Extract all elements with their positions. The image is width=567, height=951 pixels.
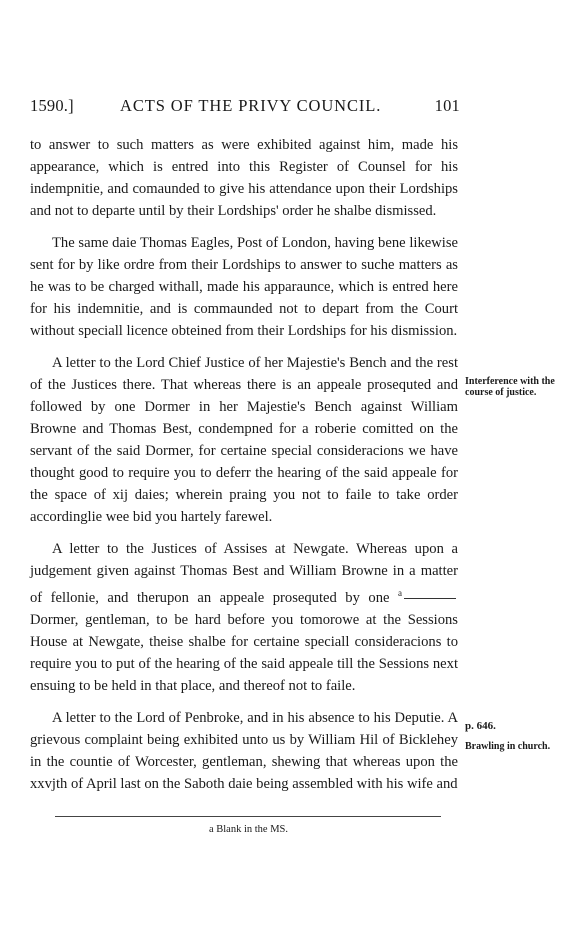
- header-year: 1590.]: [30, 96, 74, 115]
- paragraph-thomas-eagles: The same daie Thomas Eagles, Post of London, having bene likewise sent for by like ordre from their Lordships to answer to suche matters as he was to be charged withall, made his apparaunce, which is entred here for his indemnitie, and is commaunded not to depart from the Court without speciall licence obteined from their Lordships for his dismission.: [30, 235, 458, 339]
- blank-dash: [404, 598, 456, 599]
- paragraph-letter-chief-justice: A letter to the Lord Chief Justice of her Majestie's Bench and the rest of the Justices there. That whereas there is an appeale prosequted and followed by one Dormer in her Majestie's Bench against William Browne and Thomas Best, condempned for a roberie comitted on the servant of the said Dormer, for certaine special consideracions we have thought good to require you to deferr the hearing of the said appeale for the space of xij daies; wherein praing you not to faile to take order accordinglie wee bid you hartely farewel.: [30, 355, 458, 525]
- footnote-rule: [55, 816, 441, 817]
- paragraph-letter-penbroke: A letter to the Lord of Penbroke, and in his absence to his Deputie. A grievous complaint being exhibited unto us by William Hil of Bicklehey in the countie of Worcester, gentleman, shewing that whereas upon the xxvjth of April last on the Saboth daie being assembled with his wife and: [30, 709, 458, 792]
- paragraph-continuation: to answer to such matters as were exhibited against him, made his appearance, which is entred into this Register of Counsel for his indempnitie, and comaunded to give his attendance upon their Lordships and not to departe until by their Lordships' order he shalbe dismissed.: [30, 137, 458, 219]
- footnote: a Blank in the MS.: [208, 824, 289, 835]
- footnote-marker: a: [398, 588, 402, 598]
- paragraph-text: A letter to the Justices of Assises at Newgate. Whereas upon a judgement given against Thomas Best and William Browne in a matter of fellonie, and therupon an appeale prosequted by one: [30, 541, 458, 606]
- margin-note-brawling: Brawling in church.: [465, 741, 551, 752]
- page-number: 101: [434, 96, 460, 115]
- paragraph-text: Dormer, gentleman, to be hard before you tomorowe at the Sessions House at Newgate, theise shalbe for certaine speciall consideracions to require you to put of the hearing of the said appeale till the Sessions next ensuing to be held in that place, and thereof not to faile.: [30, 611, 458, 694]
- header-title: ACTS OF THE PRIVY COUNCIL.: [120, 96, 382, 115]
- paragraph-letter-assises: [30, 538, 458, 697]
- margin-note-interference: Interference with the course of justice.: [465, 376, 555, 398]
- page-body: [30, 134, 458, 805]
- margin-note-page-ref: p. 646.: [465, 720, 496, 732]
